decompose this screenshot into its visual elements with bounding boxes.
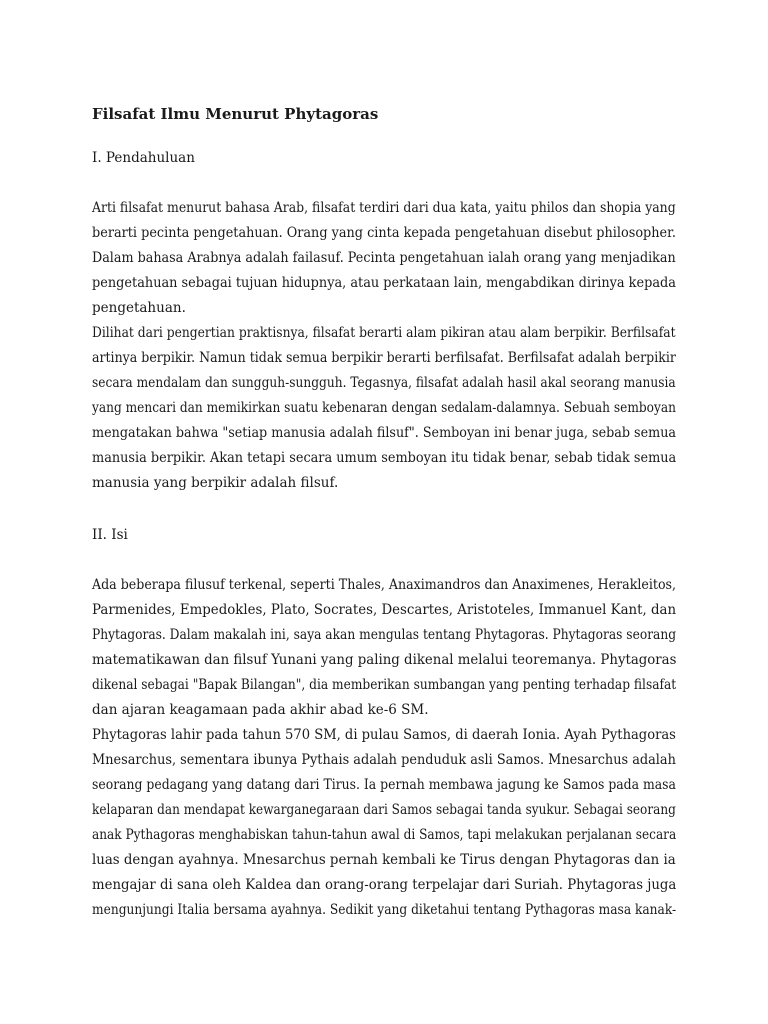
paragraph-line: mengunjungi Italia bersama ayahnya. Sedikit yang diketahui tentang Pythagoras masa kanak- bbox=[92, 902, 677, 918]
paragraph-line: seorang pedagang yang datang dari Tirus. Ia pernah membawa jagung ke Samos pada masa bbox=[92, 777, 676, 793]
paragraph-line: Dilihat dari pengertian praktisnya, filsafat berarti alam pikiran atau alam berpikir. Berfilsafat bbox=[92, 325, 676, 341]
paragraph-line: Dalam bahasa Arabnya adalah failasuf. Pecinta pengetahuan ialah orang yang menjadikan bbox=[92, 250, 676, 266]
paragraph-line: luas dengan ayahnya. Mnesarchus pernah kembali ke Tirus dengan Phytagoras dan ia bbox=[92, 852, 676, 868]
paragraph-line: mengajar di sana oleh Kaldea dan orang-orang terpelajar dari Suriah. Phytagoras juga bbox=[92, 877, 677, 893]
paragraph-line: manusia berpikir. Akan tetapi secara umum semboyan itu tidak benar, sebab tidak semua bbox=[92, 450, 677, 466]
section-heading-pendahuluan: I. Pendahuluan bbox=[92, 150, 195, 166]
paragraph-line: Mnesarchus, sementara ibunya Pythais adalah penduduk asli Samos. Mnesarchus adalah bbox=[92, 752, 676, 768]
paragraph-line: matematikawan dan filsuf Yunani yang paling dikenal melalui teoremanya. Phytagoras bbox=[92, 652, 677, 668]
paragraph-line: Parmenides, Empedokles, Plato, Socrates, Descartes, Aristoteles, Immanuel Kant, dan bbox=[92, 602, 677, 618]
section-heading-isi: II. Isi bbox=[92, 527, 128, 543]
paragraph-line: Phytagoras lahir pada tahun 570 SM, di pulau Samos, di daerah Ionia. Ayah Pythagoras bbox=[92, 727, 676, 743]
paragraph-line: pengetahuan. bbox=[92, 300, 186, 316]
paragraph-line: dan ajaran keagamaan pada akhir abad ke-6 SM. bbox=[92, 702, 429, 718]
paragraph-line: mengatakan bahwa "setiap manusia adalah filsuf". Semboyan ini benar juga, sebab semua bbox=[92, 425, 677, 441]
paragraph-line: anak Pythagoras menghabiskan tahun-tahun awal di Samos, tapi melakukan perjalanan secara bbox=[92, 827, 677, 843]
paragraph-line: Arti filsafat menurut bahasa Arab, filsafat terdiri dari dua kata, yaitu philos dan shopia yang bbox=[92, 200, 676, 216]
paragraph-line: secara mendalam dan sungguh-sungguh. Tegasnya, filsafat adalah hasil akal seorang manusia bbox=[92, 375, 676, 391]
paragraph-line: artinya berpikir. Namun tidak semua berpikir berarti berfilsafat. Berfilsafat adalah berpikir bbox=[92, 350, 676, 366]
paragraph-line: Phytagoras. Dalam makalah ini, saya akan mengulas tentang Phytagoras. Phytagoras seorang bbox=[92, 627, 677, 643]
paragraph-line: yang mencari dan memikirkan suatu kebenaran dengan sedalam-dalamnya. Sebuah semboyan bbox=[92, 400, 676, 416]
paragraph-line: dikenal sebagai "Bapak Bilangan", dia memberikan sumbangan yang penting terhadap filsafat bbox=[92, 677, 677, 693]
paragraph-line: kelaparan dan mendapat kewarganegaraan dari Samos sebagai tanda syukur. Sebagai seorang bbox=[92, 802, 676, 818]
document-title: Filsafat Ilmu Menurut Phytagoras bbox=[92, 105, 379, 123]
paragraph-line: Ada beberapa filusuf terkenal, seperti Thales, Anaximandros dan Anaximenes, Herakleitos, bbox=[92, 577, 677, 593]
paragraph-line: manusia yang berpikir adalah filsuf. bbox=[92, 475, 339, 491]
paragraph-line: berarti pecinta pengetahuan. Orang yang cinta kepada pengetahuan disebut philosopher. bbox=[92, 225, 676, 241]
paragraph-line: pengetahuan sebagai tujuan hidupnya, atau perkataan lain, mengabdikan dirinya kepada bbox=[92, 275, 676, 291]
